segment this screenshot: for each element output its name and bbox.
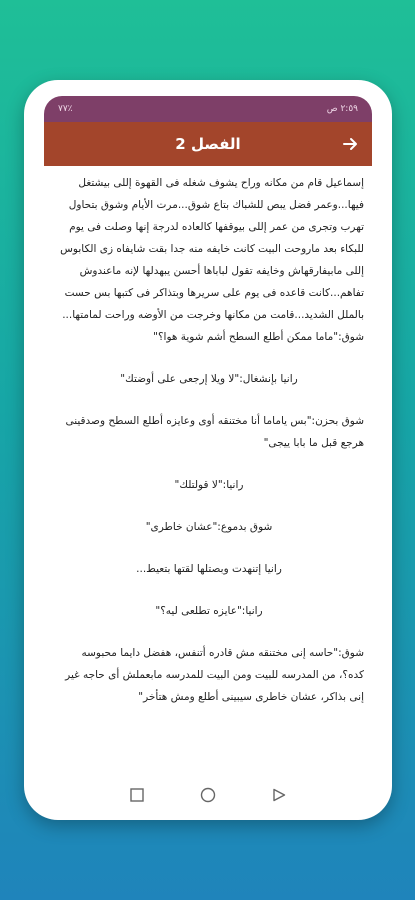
paragraph: رانيا بإنشغال:"لا ويلا إرجعى على أوضتك"	[120, 373, 298, 385]
camera-notch	[135, 100, 265, 118]
phone-frame	[24, 80, 392, 820]
status-right: ٧٧٪	[58, 104, 73, 114]
system-nav-bar	[24, 770, 392, 820]
home-button[interactable]	[200, 787, 216, 803]
back-button[interactable]	[338, 132, 362, 156]
square-icon	[130, 788, 144, 802]
chapter-title: الفصل 2	[175, 135, 241, 153]
paragraph: شوق بدموع:"عشان خاطرى"	[145, 521, 273, 533]
paragraph: رانيا إتنهدت وبصتلها لقتها بتعيط...	[136, 563, 282, 575]
paragraph: شوق:"حاسه إنى مختنقه مش قادره أتنفس، هفضل دايما محبوسه كده؟، من المدرسه للبيت ومن البيت للمدرسه مابعملش أى حاجه غير إنى بذاكر، عشان خاطرى سيبينى أطلع ومش هتأخر"	[65, 647, 364, 703]
recents-button[interactable]	[129, 787, 145, 803]
paragraph: رانيا:"لا قولتلك"	[174, 479, 244, 491]
back-nav-button[interactable]	[271, 787, 287, 803]
status-left: ٢:٥٩ ص	[326, 104, 358, 114]
paragraph: شوق بحزن:"بس ياماما أنا مختنقه أوى وعايزه أطلع السطح وصدقينى هرجع قبل ما بابا ييجى"	[65, 415, 364, 449]
paragraph: رانيا:"عايزه تطلعى ليه؟"	[155, 605, 263, 617]
chapter-text	[54, 172, 364, 768]
app-bar	[44, 122, 372, 166]
status-bar	[44, 96, 372, 122]
triangle-icon	[272, 788, 286, 802]
paragraph: إسماعيل قام من مكانه وراح يشوف شغله فى القهوة إللى بيشتغل فيها...وعمر فضل يبص للشباك بتاع شوق...مرت الأيام وشوق بتحاول تهرب وتجرى من عمر إللى بيوقفها كالعاده لدرجة إنها وصلت فى يوم للبكاء بعد ماروحت البيت كانت خايفه منه جدا بقت شايفاه زى الكابوس إللى مابيفارقهاش وخايفه تقول لباباها أحسن يبهدلها لإنه ماعندوش تفاهم...كانت قاعده فى يوم على سريرها وبتذاكر فى كتبها بس حست بالملل الشديد...قامت من مكانها وخرجت من الأوضه وراحت لمامتها... شوق:"ماما ممكن أطلع السطح أشم شوية هوا؟"	[60, 177, 364, 343]
circle-icon	[200, 787, 216, 803]
arrow-back-icon	[342, 136, 358, 152]
